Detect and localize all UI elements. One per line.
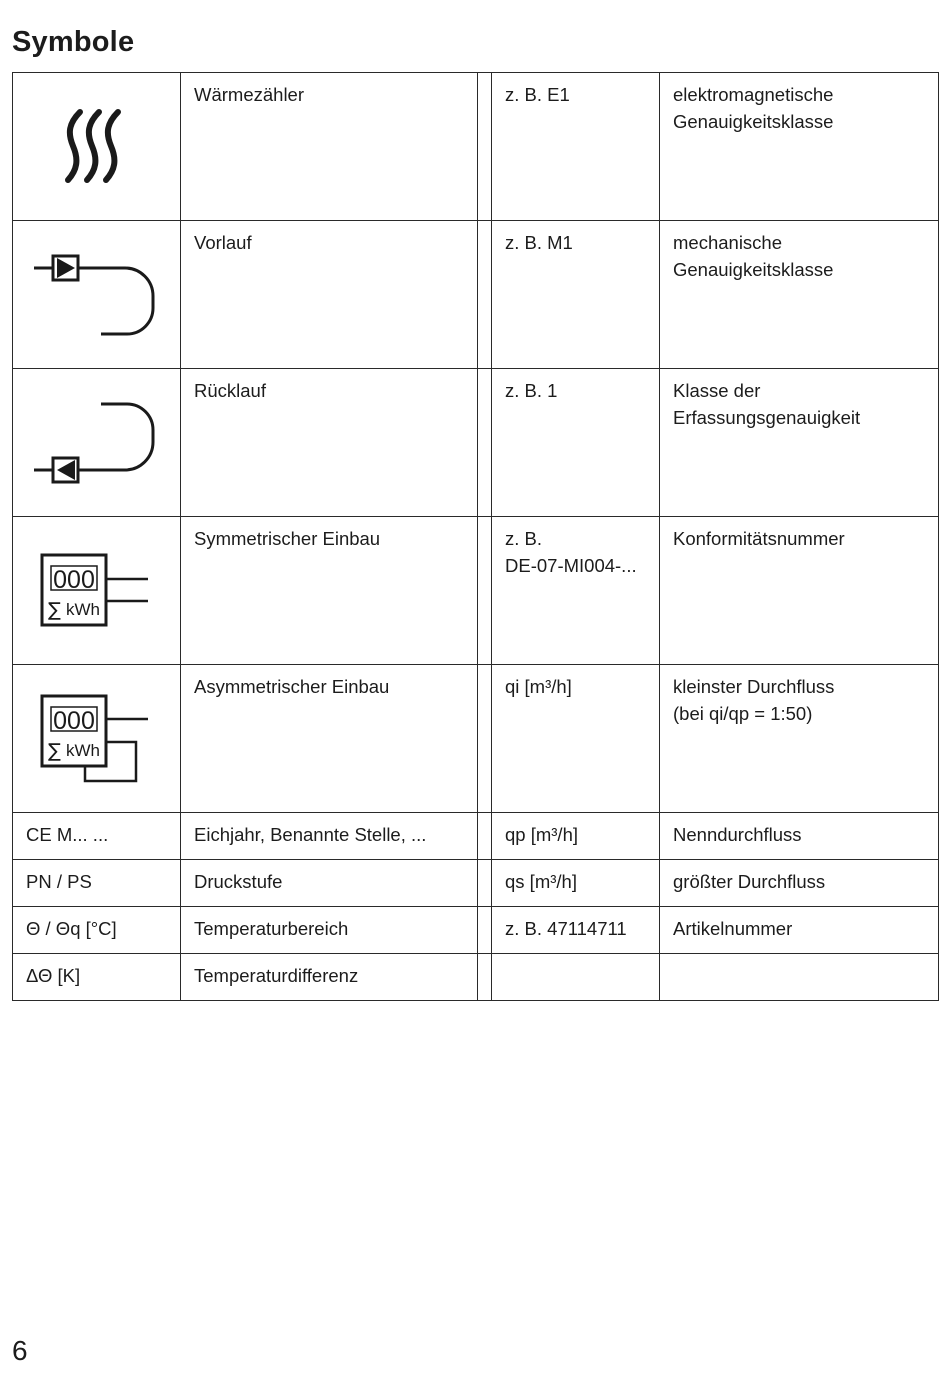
code-cell: z. B. 1 xyxy=(492,369,660,517)
table-row xyxy=(13,221,939,369)
symbol-table xyxy=(12,72,939,1001)
symbol-text-cell: ΔΘ [K] xyxy=(13,954,181,1001)
sum-symbol: ∑ xyxy=(48,599,61,621)
code-cell: z. B. DE-07-MI004-... xyxy=(492,517,660,665)
column-divider xyxy=(478,813,492,860)
meaning-cell: elektromagnetische Genauigkeitsklasse xyxy=(660,73,939,221)
symbol-text-cell: Θ / Θq [°C] xyxy=(13,907,181,954)
table-row xyxy=(13,517,939,665)
meaning-cell: mechanische Genauigkeitsklasse xyxy=(660,221,939,369)
symbol-text-cell: PN / PS xyxy=(13,860,181,907)
description-cell: Asymmetrischer Einbau xyxy=(181,665,478,813)
meaning-cell: Nenndurchfluss xyxy=(660,813,939,860)
table-row xyxy=(13,665,939,813)
description-cell: Druckstufe xyxy=(181,860,478,907)
table-row xyxy=(13,907,939,954)
page-title: Symbole xyxy=(12,26,135,58)
column-divider xyxy=(478,73,492,221)
description-cell: Temperaturbereich xyxy=(181,907,478,954)
flow-supply-icon xyxy=(13,248,181,341)
column-divider xyxy=(478,369,492,517)
page-number: 6 xyxy=(12,1335,28,1366)
symbol-cell xyxy=(13,221,181,369)
code-cell: z. B. M1 xyxy=(492,221,660,369)
meaning-cell xyxy=(660,954,939,1001)
flow-return-icon xyxy=(13,396,181,489)
meaning-cell: Artikelnummer xyxy=(660,907,939,954)
description-cell: Eichjahr, Benannte Stelle, ... xyxy=(181,813,478,860)
symbol-text-cell: CE M... ... xyxy=(13,813,181,860)
description-cell: Rücklauf xyxy=(181,369,478,517)
meter-unit: kWh xyxy=(66,741,100,760)
symbol-cell xyxy=(13,73,181,221)
table-row xyxy=(13,954,939,1001)
meter-unit: kWh xyxy=(66,600,100,619)
meter-asymmetric-icon xyxy=(13,692,181,785)
description-cell: Temperaturdifferenz xyxy=(181,954,478,1001)
table-row xyxy=(13,860,939,907)
code-cell: qi [m³/h] xyxy=(492,665,660,813)
column-divider xyxy=(478,665,492,813)
column-divider xyxy=(478,860,492,907)
column-divider xyxy=(478,517,492,665)
code-cell: z. B. E1 xyxy=(492,73,660,221)
meaning-cell: Klasse der Erfassungsgenauigkeit xyxy=(660,369,939,517)
column-divider xyxy=(478,954,492,1001)
description-cell: Symmetrischer Einbau xyxy=(181,517,478,665)
table-row xyxy=(13,73,939,221)
code-cell: qs [m³/h] xyxy=(492,860,660,907)
table-row xyxy=(13,369,939,517)
column-divider xyxy=(478,221,492,369)
meter-digits: 000 xyxy=(53,707,95,735)
symbol-cell xyxy=(13,369,181,517)
meaning-cell: Konformitätsnummer xyxy=(660,517,939,665)
description-cell: Vorlauf xyxy=(181,221,478,369)
symbol-cell xyxy=(13,517,181,665)
heat-meter-waves-icon xyxy=(13,100,181,193)
meter-digits: 000 xyxy=(53,566,95,594)
column-divider xyxy=(478,907,492,954)
code-cell: z. B. 47114711 xyxy=(492,907,660,954)
code-cell xyxy=(492,954,660,1001)
description-cell: Wärmezähler xyxy=(181,73,478,221)
meaning-cell: größter Durchfluss xyxy=(660,860,939,907)
symbol-cell xyxy=(13,665,181,813)
meter-symmetric-icon xyxy=(13,544,181,637)
meaning-cell: kleinster Durchfluss (bei qi/qp = 1:50) xyxy=(660,665,939,813)
sum-symbol: ∑ xyxy=(48,740,61,762)
table-row xyxy=(13,813,939,860)
code-cell: qp [m³/h] xyxy=(492,813,660,860)
